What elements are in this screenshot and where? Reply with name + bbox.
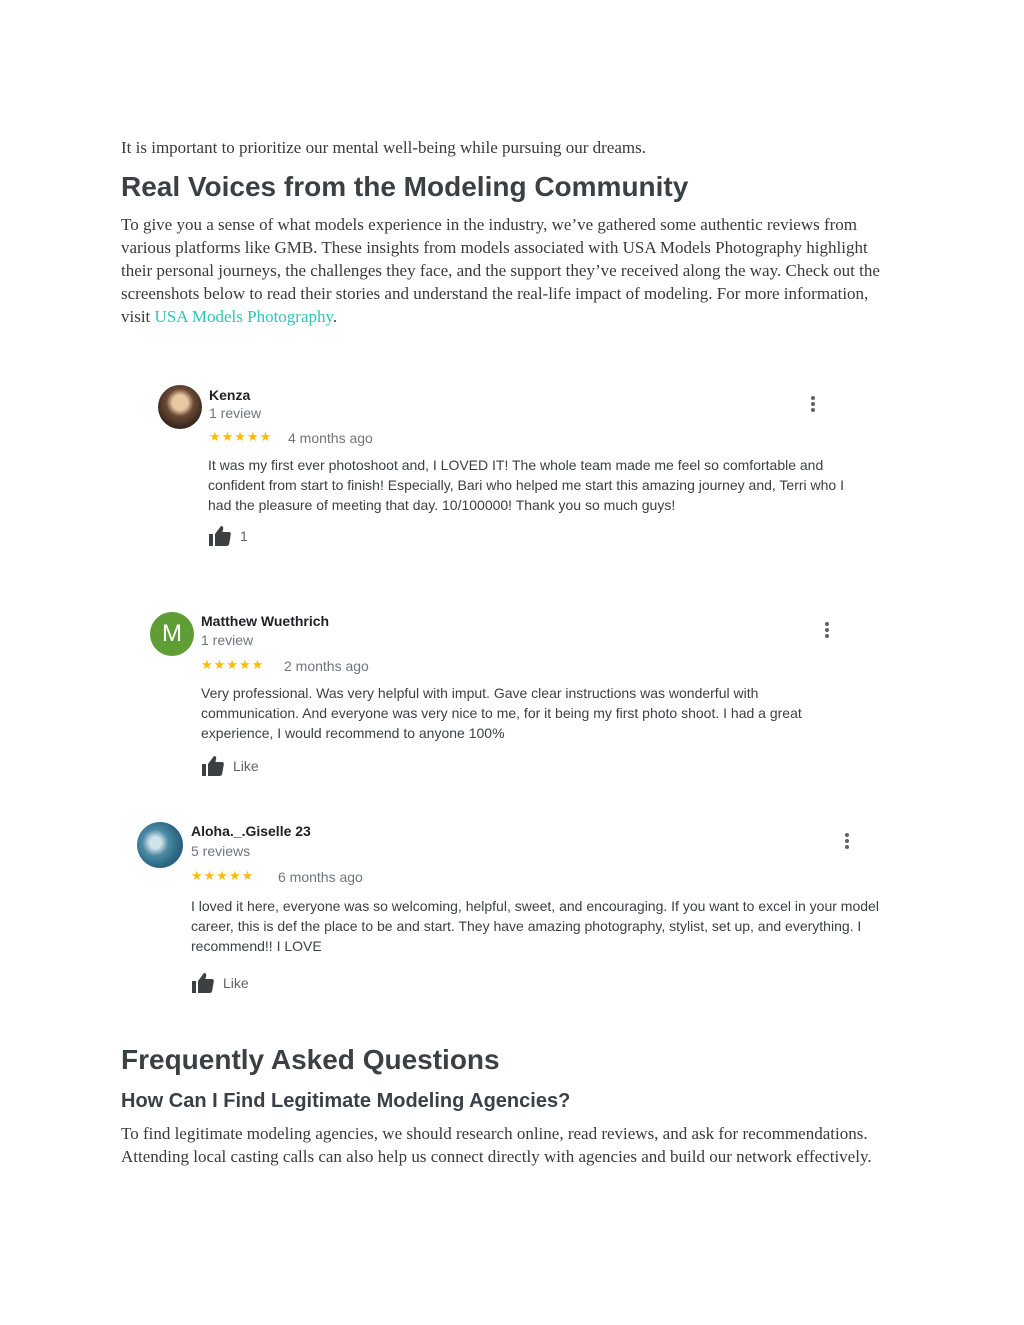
more-options-icon[interactable] xyxy=(810,396,816,414)
review-text: Very professional. Was very helpful with imput. Gave clear instructions was wonderful with communication. And everyone was very nice to me, for it being my first photo shoot. I had a great experience, I would recommend to anyone 100% xyxy=(201,685,802,741)
section-paragraph-text: To give you a sense of what models experience in the industry, we’ve gathered some authentic reviews from various platforms like GMB. These insights from models associated with USA Models Photography highlight their personal journeys, the challenges they face, and the support they’ve received along the way. Check out the screenshots below to read their stories and understand the real-life impact of modeling. For more information, visit xyxy=(121,215,880,326)
thumbs-up-icon xyxy=(208,525,232,547)
like-button[interactable] xyxy=(208,525,248,547)
review-age: 2 months ago xyxy=(284,658,369,674)
reviewer-name: Matthew Wuethrich xyxy=(201,613,330,629)
faq-answer: To find legitimate modeling agencies, we should research online, read reviews, and ask for recommendations. Attending local casting calls can also help us connect directly with agencies and build our network effectively. xyxy=(121,1124,872,1166)
section-paragraph xyxy=(121,213,896,328)
review-count: 1 review xyxy=(209,405,262,421)
avatar xyxy=(137,822,183,868)
reviewer-name: Aloha._.Giselle 23 xyxy=(191,823,311,839)
review-text: It was my first ever photoshoot and, I LOVED IT! The whole team made me feel so comfortable and confident from start to finish! Especially, Bari who helped me start this amazing journey and, Terri who I had the pleasure of meeting that day. 10/100000! Thank you so much guys! xyxy=(208,457,845,513)
review-age: 4 months ago xyxy=(288,430,373,446)
like-button[interactable] xyxy=(191,972,249,994)
review-age: 6 months ago xyxy=(278,869,363,885)
review-count: 1 review xyxy=(201,632,254,648)
more-options-icon[interactable] xyxy=(844,833,850,851)
avatar xyxy=(158,385,202,429)
review-card-giselle xyxy=(137,822,897,1007)
review-card-matthew xyxy=(150,612,850,792)
avatar: M xyxy=(150,612,194,656)
review-count: 5 reviews xyxy=(191,843,251,859)
star-rating: ★★★★★ xyxy=(201,657,265,672)
reviewer-name: Kenza xyxy=(209,387,251,403)
intro-text: It is important to prioritize our mental well-being while pursuing our dreams. xyxy=(121,138,646,157)
like-count: 1 xyxy=(240,528,248,544)
star-rating: ★★★★★ xyxy=(191,868,255,883)
more-options-icon[interactable] xyxy=(824,622,830,640)
faq-heading: Frequently Asked Questions xyxy=(121,1044,500,1075)
section-paragraph-trailer: . xyxy=(332,307,338,326)
like-label: Like xyxy=(223,975,249,991)
faq-question: How Can I Find Legitimate Modeling Agencies? xyxy=(121,1090,571,1112)
usa-models-link[interactable]: USA Models Photography xyxy=(154,307,333,326)
section-heading: Real Voices from the Modeling Community xyxy=(121,171,689,202)
review-text: I loved it here, everyone was so welcoming, helpful, sweet, and encouraging. If you want to excel in your model career, this is def the place to be and start. They have amazing photography, stylist, set up, and everything. I recommend!! I LOVE xyxy=(191,898,879,954)
like-button[interactable] xyxy=(201,755,259,777)
star-rating: ★★★★★ xyxy=(209,429,273,444)
thumbs-up-icon xyxy=(201,755,225,777)
like-label: Like xyxy=(233,758,259,774)
review-card-kenza xyxy=(158,385,858,555)
thumbs-up-icon xyxy=(191,972,215,994)
